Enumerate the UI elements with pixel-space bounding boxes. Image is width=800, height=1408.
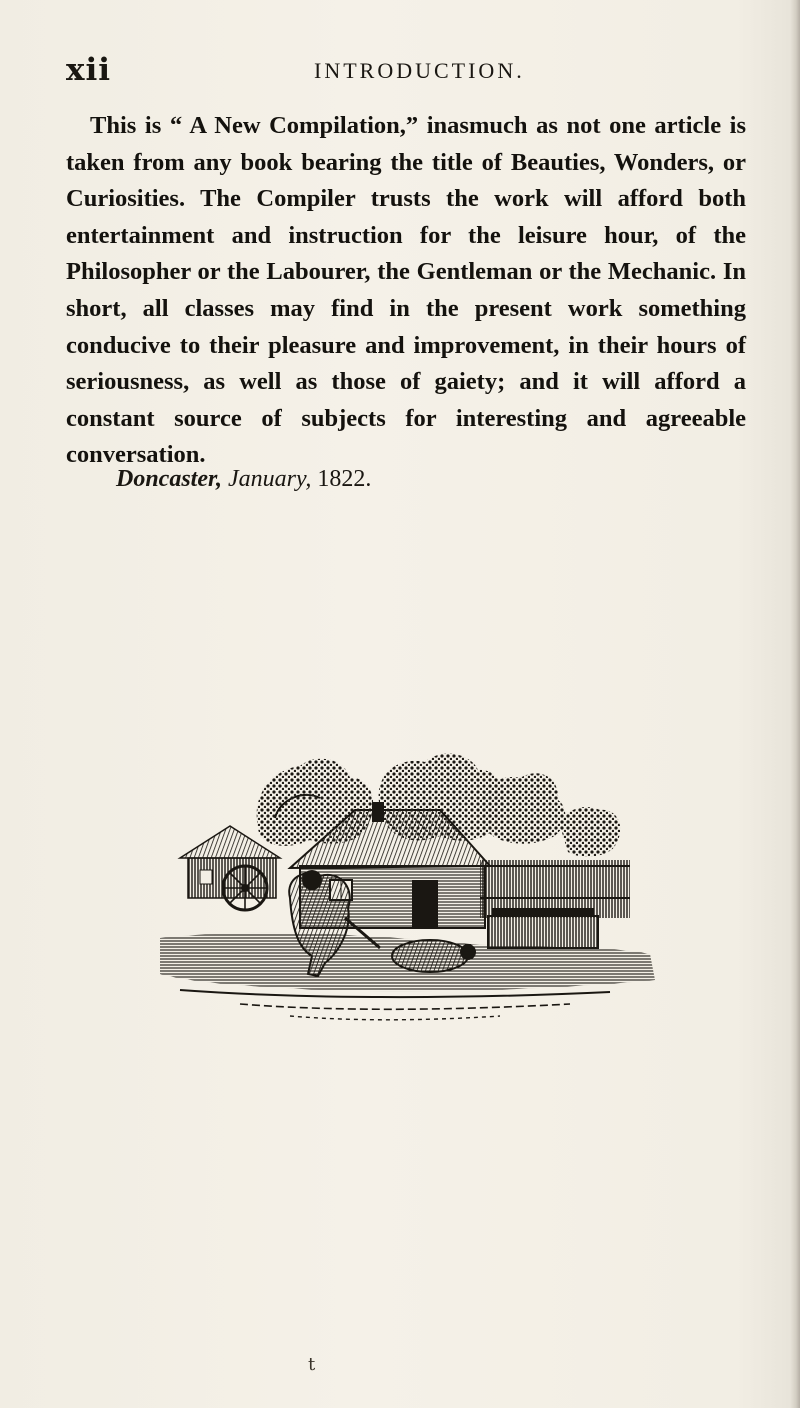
water-trough-icon [488, 908, 598, 948]
woodcut-vignette-icon [140, 748, 670, 1026]
tree-canopy-right-icon [479, 773, 620, 856]
running-head: INTRODUCTION. [314, 58, 525, 83]
cart-wheel-icon [223, 866, 267, 910]
printer-mark: t [308, 1354, 316, 1375]
signature-year: 1822. [317, 466, 372, 492]
signature-place: Doncaster, [116, 466, 223, 492]
page-header [66, 52, 738, 92]
introduction-paragraph: This is “ A New Compilation,” inasmuch as not one article is taken from any book bearing the title of Beauties, Wonders, or Curiosities. The Compiler trusts the work will afford both entertainment and instruction for the leisure hour, of the Philosopher or the Labourer, the Gentleman or the Mechanic. In short, all classes may find in the present work something conducive to their pleasure and improvement, in their hours of seriousness, as well as those of gaiety; and it will afford a constant source of subjects for interesting and agreeable conversation. [66, 112, 746, 469]
signature-month: January, [228, 466, 312, 492]
page-edge-shadow [790, 0, 800, 1408]
page-number: xii [66, 52, 112, 88]
signature-line [116, 466, 371, 493]
